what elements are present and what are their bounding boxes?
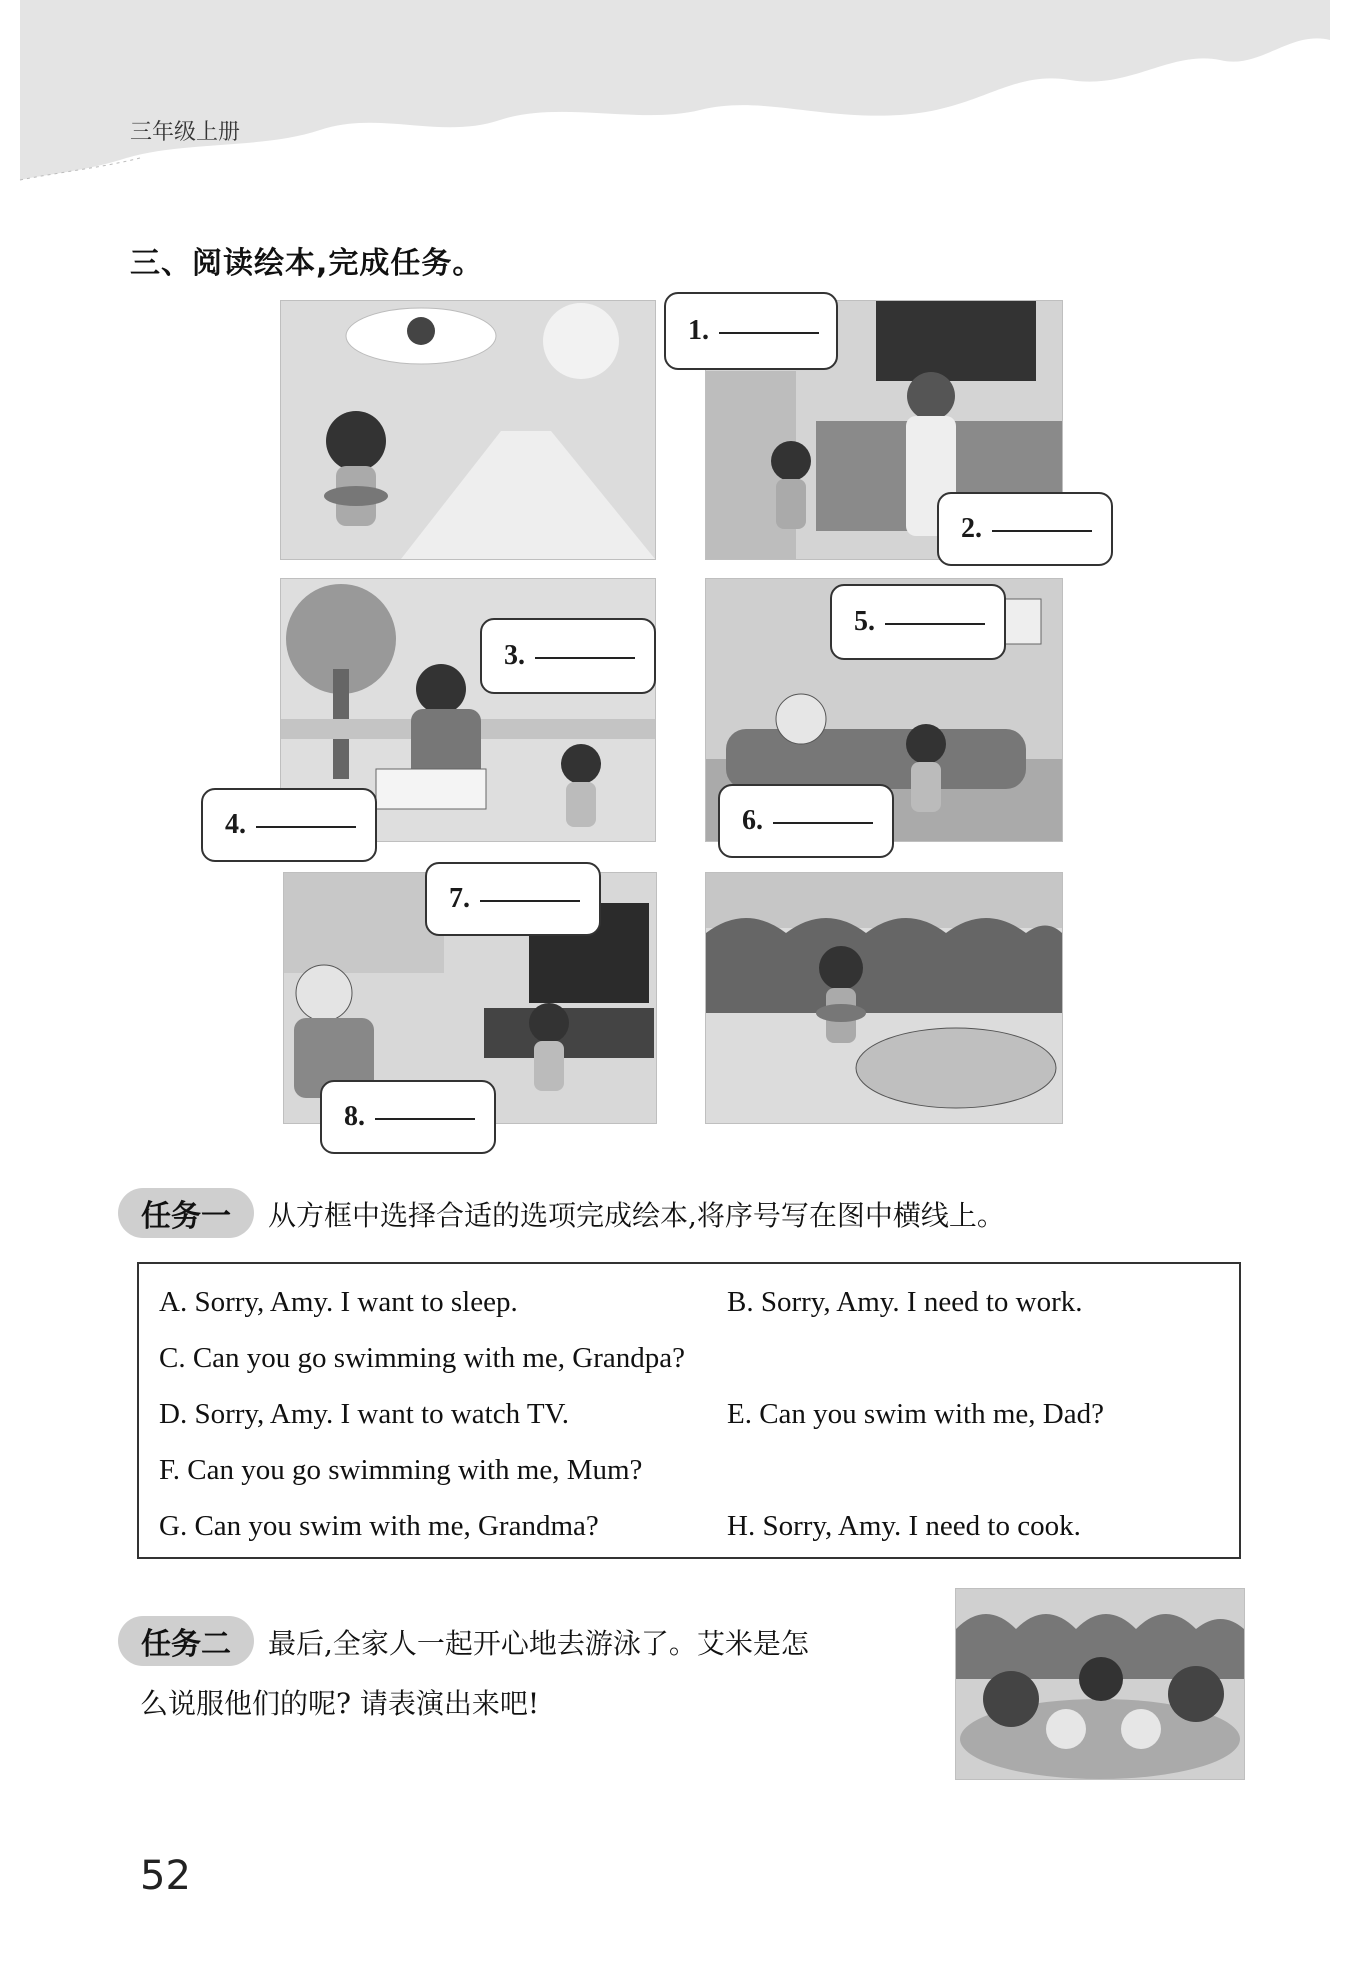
- task1-instruction: 从方框中选择合适的选项完成绘本,将序号写在图中横线上。: [268, 1199, 1005, 1232]
- task2-text-line1: 最后,全家人一起开心地去游泳了。艾米是怎: [268, 1627, 809, 1660]
- speech-bubble-3: 3.: [480, 618, 656, 694]
- task2-text-line2: 么说服他们的呢? 请表演出来吧!: [140, 1687, 540, 1720]
- task2-tag: 任务二: [118, 1616, 254, 1666]
- section-title: 三、阅读绘本,完成任务。: [130, 246, 484, 281]
- task1-tag: 任务一: [118, 1188, 254, 1238]
- option-c: C. Can you go swimming with me, Grandpa?: [159, 1342, 685, 1374]
- answer-blank-8[interactable]: [375, 1114, 475, 1120]
- option-f: F. Can you go swimming with me, Mum?: [159, 1454, 643, 1486]
- option-d: D. Sorry, Amy. I want to watch TV.: [159, 1398, 569, 1430]
- answer-blank-6[interactable]: [773, 818, 873, 824]
- answer-blank-1[interactable]: [719, 328, 819, 334]
- option-b: B. Sorry, Amy. I need to work.: [727, 1286, 1083, 1318]
- answer-blank-2[interactable]: [992, 526, 1092, 532]
- answer-blank-5[interactable]: [885, 619, 985, 625]
- answer-blank-4[interactable]: [256, 822, 356, 828]
- picture-panel-1: [280, 300, 656, 560]
- option-e: E. Can you swim with me, Dad?: [727, 1398, 1104, 1430]
- speech-bubble-6: 6.: [718, 784, 894, 858]
- option-h: H. Sorry, Amy. I need to cook.: [727, 1510, 1081, 1542]
- options-box: [137, 1262, 1241, 1559]
- speech-bubble-5: 5.: [830, 584, 1006, 660]
- picture-family-swimming: [955, 1588, 1245, 1780]
- grade-label: 三年级上册: [130, 120, 241, 145]
- speech-bubble-4: 4.: [201, 788, 377, 862]
- speech-bubble-7: 7.: [425, 862, 601, 936]
- option-g: G. Can you swim with me, Grandma?: [159, 1510, 599, 1542]
- answer-blank-3[interactable]: [535, 653, 635, 659]
- option-a: A. Sorry, Amy. I want to sleep.: [159, 1286, 518, 1318]
- speech-bubble-2: 2.: [937, 492, 1113, 566]
- speech-bubble-8: 8.: [320, 1080, 496, 1154]
- speech-bubble-1: 1.: [664, 292, 838, 370]
- page-number: 52: [140, 1853, 191, 1899]
- answer-blank-7[interactable]: [480, 896, 580, 902]
- header-cloud-band: [0, 0, 1350, 190]
- picture-panel-6: [705, 872, 1063, 1124]
